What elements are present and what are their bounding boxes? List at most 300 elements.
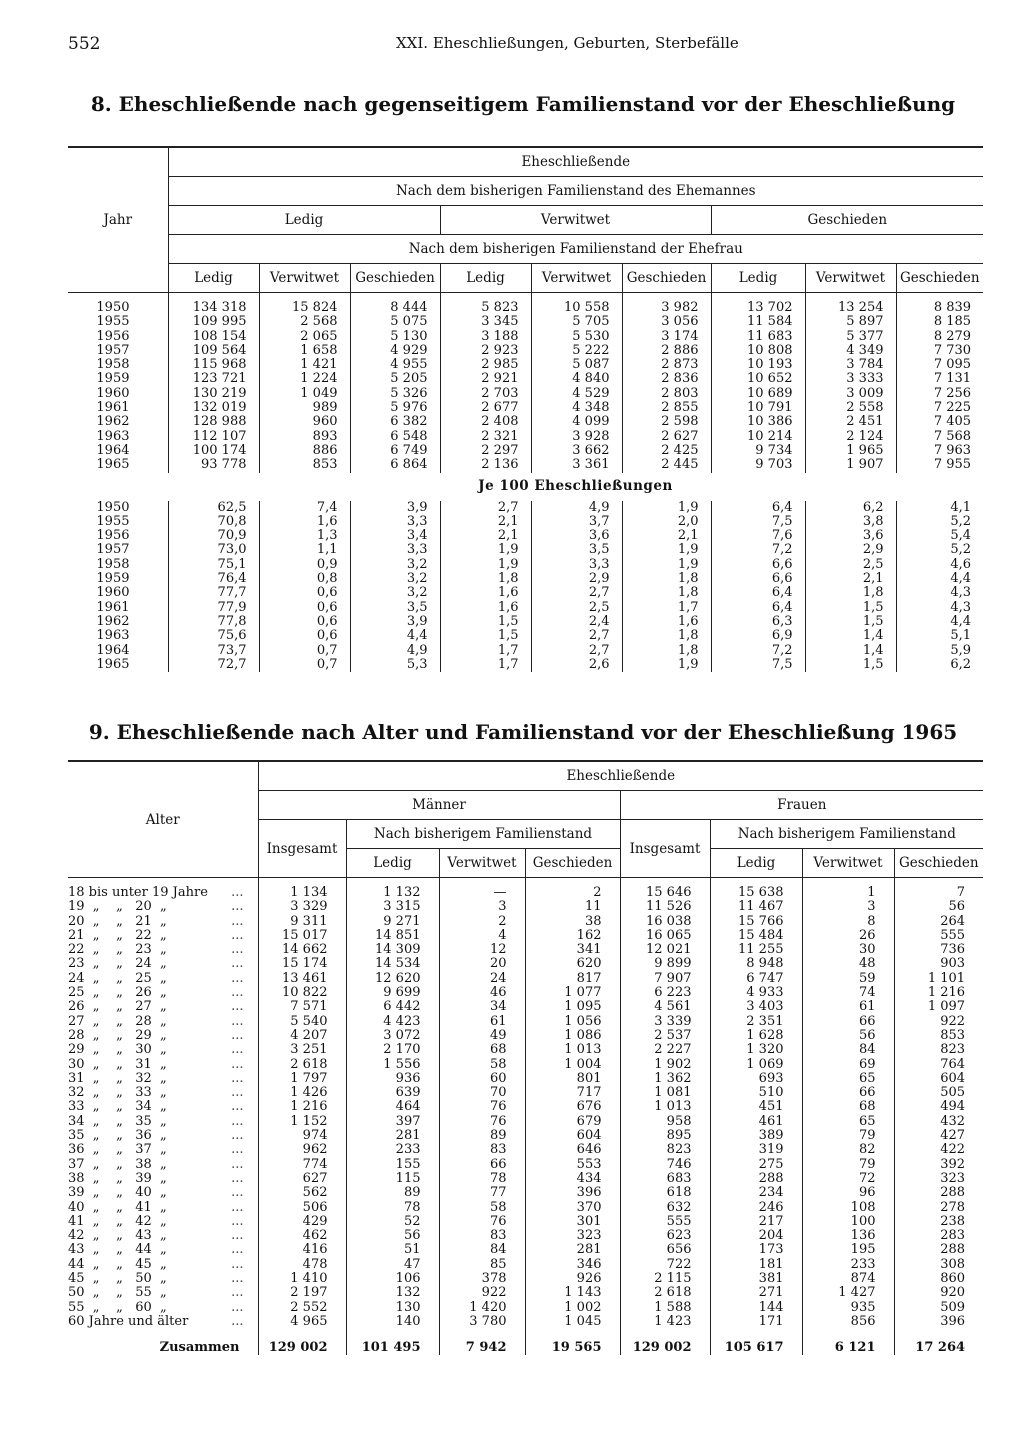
value-cell: 5 075	[350, 315, 440, 329]
value-cell: 632	[620, 1201, 710, 1215]
value-cell: 72,7	[168, 658, 259, 672]
value-cell: 6 864	[350, 458, 440, 472]
value-cell: 341	[525, 943, 620, 957]
value-cell: 1,8	[622, 644, 711, 658]
value-cell: 4,9	[531, 501, 622, 515]
value-cell: 922	[894, 1015, 983, 1029]
year-cell: 1950	[96, 500, 130, 515]
age-cell	[68, 943, 258, 957]
value-cell: 76	[439, 1215, 525, 1229]
value-cell: 1,9	[622, 658, 711, 672]
table-row	[68, 1143, 983, 1157]
age-label: 27 „ „ 28 „	[68, 1014, 167, 1029]
value-cell: 396	[525, 1186, 620, 1200]
value-cell: 4 840	[531, 372, 622, 386]
leader-dots: ...	[231, 1286, 244, 1301]
table-row	[68, 344, 983, 358]
value-cell: 76,4	[168, 572, 259, 586]
value-cell: 478	[258, 1258, 346, 1272]
leader-dots: ...	[231, 1114, 244, 1129]
age-label: 23 „ „ 24 „	[68, 957, 167, 972]
subcol-header: Verwitwet	[259, 264, 350, 293]
value-cell: 3 928	[531, 430, 622, 444]
value-cell: 1 216	[258, 1100, 346, 1114]
value-cell: 1 797	[258, 1072, 346, 1086]
table-row	[68, 1258, 983, 1272]
table-row	[68, 886, 983, 900]
table-row	[68, 1029, 983, 1043]
value-cell: 618	[620, 1186, 710, 1200]
value-cell: 5 540	[258, 1015, 346, 1029]
value-cell: 5 823	[440, 301, 531, 315]
value-cell: 9 271	[346, 915, 439, 929]
table8	[68, 146, 983, 672]
value-cell: 6 382	[350, 415, 440, 429]
value-cell: 381	[710, 1272, 802, 1286]
value-cell: 4,9	[350, 644, 440, 658]
table-row	[68, 1072, 983, 1086]
value-cell: 66	[439, 1158, 525, 1172]
value-cell: 8 444	[350, 301, 440, 315]
value-cell: 65	[802, 1115, 894, 1129]
year-cell: 1958	[96, 557, 130, 572]
value-cell: 8 839	[896, 301, 983, 315]
value-cell: 7 405	[896, 415, 983, 429]
total-row	[68, 1329, 983, 1355]
group-header-ledig: Ledig	[168, 206, 440, 235]
value-cell: 3,7	[531, 515, 622, 529]
page-header	[68, 34, 978, 56]
value-cell: 3	[439, 900, 525, 914]
value-cell: 4,4	[350, 629, 440, 643]
value-cell: 15 824	[259, 301, 350, 315]
value-cell: 47	[346, 1258, 439, 1272]
value-cell: 1,6	[440, 586, 531, 600]
age-cell	[68, 1158, 258, 1172]
value-cell: 4 965	[258, 1315, 346, 1329]
value-cell: 10 652	[711, 372, 805, 386]
subcol-header: Ledig	[440, 264, 531, 293]
leader-dots: ...	[231, 1100, 244, 1115]
value-cell: 2 321	[440, 430, 531, 444]
table-row	[68, 301, 983, 315]
value-cell: 278	[894, 1201, 983, 1215]
value-cell: 397	[346, 1115, 439, 1129]
value-cell: 7,2	[711, 543, 805, 557]
header-eheschliessende: Eheschließende	[258, 761, 983, 791]
value-cell: 2,6	[531, 658, 622, 672]
value-cell: 2 351	[710, 1015, 802, 1029]
value-cell: 58	[439, 1058, 525, 1072]
value-cell: 2 677	[440, 401, 531, 415]
value-cell: 2 297	[440, 444, 531, 458]
value-cell: 51	[346, 1243, 439, 1257]
value-cell: 56	[894, 900, 983, 914]
value-cell: 82	[802, 1143, 894, 1157]
value-cell: 1 421	[259, 358, 350, 372]
year-cell: 1956	[96, 329, 130, 344]
value-cell: 83	[439, 1229, 525, 1243]
value-cell: 5 130	[350, 330, 440, 344]
value-cell: 505	[894, 1086, 983, 1100]
subcol-header: Geschieden	[896, 264, 983, 293]
value-cell: 2 803	[622, 387, 711, 401]
value-cell: 301	[525, 1215, 620, 1229]
value-cell: 1,5	[440, 615, 531, 629]
age-label: 50 „ „ 55 „	[68, 1286, 167, 1301]
value-cell: 15 017	[258, 929, 346, 943]
value-cell: 13 461	[258, 972, 346, 986]
value-cell: 3 251	[258, 1043, 346, 1057]
value-cell: 130	[346, 1301, 439, 1315]
value-cell: 100 174	[168, 444, 259, 458]
age-label: 42 „ „ 43 „	[68, 1229, 167, 1244]
value-cell: 1 069	[710, 1058, 802, 1072]
value-cell: 627	[258, 1172, 346, 1186]
value-cell: 6,9	[711, 629, 805, 643]
relative-section-label: Je 100 Eheschließungen	[478, 478, 673, 495]
value-cell: 1 013	[525, 1043, 620, 1057]
value-cell: 1,8	[805, 586, 896, 600]
value-cell: 1,5	[805, 615, 896, 629]
value-cell: 89	[346, 1186, 439, 1200]
value-cell: 2 408	[440, 415, 531, 429]
value-cell: 7,6	[711, 529, 805, 543]
value-cell: 370	[525, 1201, 620, 1215]
value-cell: 1 013	[620, 1100, 710, 1114]
value-cell: 2,7	[531, 629, 622, 643]
value-cell: 70,9	[168, 529, 259, 543]
col-age-header: Alter	[68, 761, 258, 878]
value-cell: 1,9	[622, 543, 711, 557]
table-row	[68, 1315, 983, 1329]
age-cell	[68, 1258, 258, 1272]
value-cell: 1 077	[525, 986, 620, 1000]
value-cell: 11 526	[620, 900, 710, 914]
value-cell: 59	[802, 972, 894, 986]
value-cell: 1,5	[440, 629, 531, 643]
value-cell: 109 564	[168, 344, 259, 358]
value-cell: 96	[802, 1186, 894, 1200]
value-cell: 4,1	[896, 501, 983, 515]
value-cell: 30	[802, 943, 894, 957]
leader-dots: ...	[231, 986, 244, 1001]
value-cell: 2	[439, 915, 525, 929]
value-cell: 0,6	[259, 615, 350, 629]
value-cell: 15 484	[710, 929, 802, 943]
value-cell: 136	[802, 1229, 894, 1243]
value-cell: 1 216	[894, 986, 983, 1000]
table-row	[68, 629, 983, 643]
leader-dots: ...	[231, 943, 244, 958]
age-cell	[68, 1086, 258, 1100]
value-cell: 1,9	[622, 558, 711, 572]
value-cell: 56	[346, 1229, 439, 1243]
subcol-header: Verwitwet	[805, 264, 896, 293]
value-cell: 683	[620, 1172, 710, 1186]
year-cell: 1960	[96, 386, 130, 401]
table-row	[68, 1286, 983, 1300]
leader-dots: ...	[231, 1300, 244, 1315]
value-cell: 962	[258, 1143, 346, 1157]
value-cell: 2 618	[620, 1286, 710, 1300]
table-row	[68, 330, 983, 344]
age-cell	[68, 1201, 258, 1215]
value-cell: 1,6	[440, 601, 531, 615]
table-row	[68, 515, 983, 529]
age-cell	[68, 1029, 258, 1043]
value-cell: 77,9	[168, 601, 259, 615]
year-cell: 1963	[96, 429, 130, 444]
value-cell: 0,8	[259, 572, 350, 586]
age-cell	[68, 1272, 258, 1286]
table9	[68, 760, 983, 1355]
leader-dots: ...	[231, 1200, 244, 1215]
col-year-header: Jahr	[68, 147, 168, 293]
value-cell: 1 004	[525, 1058, 620, 1072]
age-cell	[68, 986, 258, 1000]
value-cell: 2 923	[440, 344, 531, 358]
value-cell: 1,1	[259, 543, 350, 557]
table-row	[68, 1301, 983, 1315]
value-cell: 464	[346, 1100, 439, 1114]
value-cell: 4,3	[896, 601, 983, 615]
value-cell: 106	[346, 1272, 439, 1286]
subcol-women-ledig: Ledig	[710, 849, 802, 878]
value-cell: 604	[525, 1129, 620, 1143]
leader-dots: ...	[231, 1214, 244, 1229]
value-cell: 283	[894, 1229, 983, 1243]
value-cell: 2 703	[440, 387, 531, 401]
value-cell: 5 976	[350, 401, 440, 415]
value-cell: 15 646	[620, 886, 710, 900]
value-cell: 510	[710, 1086, 802, 1100]
value-cell: 11	[525, 900, 620, 914]
value-cell: 2 425	[622, 444, 711, 458]
value-cell: 893	[259, 430, 350, 444]
value-cell: 6,4	[711, 601, 805, 615]
value-cell: 886	[259, 444, 350, 458]
value-cell: 11 584	[711, 315, 805, 329]
value-cell: 2 115	[620, 1272, 710, 1286]
value-cell: 319	[710, 1143, 802, 1157]
age-cell	[68, 1058, 258, 1072]
value-cell: 1,8	[622, 629, 711, 643]
table-row	[68, 387, 983, 401]
value-cell: 1 002	[525, 1301, 620, 1315]
header-eheschliessende: Eheschließende	[168, 147, 983, 177]
value-cell: 5,3	[350, 658, 440, 672]
value-cell: 422	[894, 1143, 983, 1157]
value-cell: 14 851	[346, 929, 439, 943]
subcol-header: Geschieden	[350, 264, 440, 293]
value-cell: 3 361	[531, 458, 622, 472]
value-cell: 7 907	[620, 972, 710, 986]
value-cell: 10 808	[711, 344, 805, 358]
header-men-nach-familienstand: Nach bisherigem Familienstand	[346, 820, 620, 849]
value-cell: 68	[802, 1100, 894, 1114]
value-cell: 2,4	[531, 615, 622, 629]
table-row	[68, 372, 983, 386]
value-cell: 10 386	[711, 415, 805, 429]
value-cell: 75,1	[168, 558, 259, 572]
age-label: 35 „ „ 36 „	[68, 1129, 167, 1144]
age-cell	[68, 1286, 258, 1300]
spacer-row	[68, 878, 983, 887]
value-cell: 13 254	[805, 301, 896, 315]
table-row	[68, 1229, 983, 1243]
age-cell	[68, 1015, 258, 1029]
value-cell: 134 318	[168, 301, 259, 315]
value-cell: 3 982	[622, 301, 711, 315]
value-cell: 69	[802, 1058, 894, 1072]
value-cell: 6,3	[711, 615, 805, 629]
value-cell: 2	[525, 886, 620, 900]
value-cell: 1,6	[622, 615, 711, 629]
value-cell: 281	[525, 1243, 620, 1257]
value-cell: 58	[439, 1201, 525, 1215]
value-cell: 130 219	[168, 387, 259, 401]
value-cell: 115	[346, 1172, 439, 1186]
value-cell: 764	[894, 1058, 983, 1072]
table-row	[68, 401, 983, 415]
value-cell: 3,5	[350, 601, 440, 615]
value-cell: 1 427	[802, 1286, 894, 1300]
total-cell: 19 565	[525, 1329, 620, 1355]
table-row	[68, 1215, 983, 1229]
value-cell: —	[439, 886, 525, 900]
value-cell: 396	[894, 1315, 983, 1329]
table-row	[68, 1043, 983, 1057]
value-cell: 2 627	[622, 430, 711, 444]
age-cell	[68, 1100, 258, 1114]
value-cell: 676	[525, 1100, 620, 1114]
total-cell: 17 264	[894, 1329, 983, 1355]
value-cell: 506	[258, 1201, 346, 1215]
value-cell: 281	[346, 1129, 439, 1143]
value-cell: 5,4	[896, 529, 983, 543]
value-cell: 9 703	[711, 458, 805, 472]
value-cell: 4 933	[710, 986, 802, 1000]
value-cell: 922	[439, 1286, 525, 1300]
value-cell: 108 154	[168, 330, 259, 344]
value-cell: 24	[439, 972, 525, 986]
value-cell: 48	[802, 957, 894, 971]
value-cell: 7 225	[896, 401, 983, 415]
value-cell: 61	[802, 1000, 894, 1014]
table-row	[68, 315, 983, 329]
leader-dots: ...	[231, 1057, 244, 1072]
value-cell: 926	[525, 1272, 620, 1286]
value-cell: 66	[802, 1015, 894, 1029]
value-cell: 4 423	[346, 1015, 439, 1029]
total-cell: 129 002	[620, 1329, 710, 1355]
value-cell: 62,5	[168, 501, 259, 515]
value-cell: 7,5	[711, 515, 805, 529]
value-cell: 66	[802, 1086, 894, 1100]
value-cell: 233	[346, 1143, 439, 1157]
leader-dots: ...	[231, 957, 244, 972]
value-cell: 434	[525, 1172, 620, 1186]
value-cell: 774	[258, 1158, 346, 1172]
age-cell	[68, 1072, 258, 1086]
value-cell: 494	[894, 1100, 983, 1114]
value-cell: 323	[525, 1229, 620, 1243]
value-cell: 7 256	[896, 387, 983, 401]
value-cell: 2 170	[346, 1043, 439, 1057]
value-cell: 1,8	[440, 572, 531, 586]
year-cell: 1961	[96, 401, 130, 416]
age-label: 45 „ „ 50 „	[68, 1272, 167, 1287]
table-row	[68, 458, 983, 472]
value-cell: 0,7	[259, 658, 350, 672]
value-cell: 920	[894, 1286, 983, 1300]
value-cell: 746	[620, 1158, 710, 1172]
header-women-insgesamt: Insgesamt	[620, 820, 710, 878]
value-cell: 2 227	[620, 1043, 710, 1057]
value-cell: 1 097	[894, 1000, 983, 1014]
value-cell: 3 056	[622, 315, 711, 329]
value-cell: 14 662	[258, 943, 346, 957]
value-cell: 10 822	[258, 986, 346, 1000]
value-cell: 1,7	[622, 601, 711, 615]
value-cell: 84	[439, 1243, 525, 1257]
value-cell: 8 185	[896, 315, 983, 329]
value-cell: 1,9	[440, 558, 531, 572]
value-cell: 2,1	[440, 515, 531, 529]
table-row	[68, 586, 983, 600]
age-cell	[68, 1043, 258, 1057]
table-row	[68, 601, 983, 615]
value-cell: 895	[620, 1129, 710, 1143]
leader-dots: ...	[231, 1143, 244, 1158]
value-cell: 935	[802, 1301, 894, 1315]
value-cell: 958	[620, 1115, 710, 1129]
leader-dots: ...	[231, 1314, 244, 1329]
value-cell: 4 529	[531, 387, 622, 401]
value-cell: 432	[894, 1115, 983, 1129]
value-cell: 2 558	[805, 401, 896, 415]
value-cell: 2,1	[805, 572, 896, 586]
spacer-row	[68, 293, 983, 302]
year-cell: 1962	[96, 415, 130, 430]
value-cell: 2 598	[622, 415, 711, 429]
value-cell: 389	[710, 1129, 802, 1143]
value-cell: 3 009	[805, 387, 896, 401]
value-cell: 6 749	[350, 444, 440, 458]
value-cell: 1 588	[620, 1301, 710, 1315]
leader-dots: ...	[231, 1000, 244, 1015]
value-cell: 2 197	[258, 1286, 346, 1300]
value-cell: 0,9	[259, 558, 350, 572]
value-cell: 4 955	[350, 358, 440, 372]
value-cell: 1 902	[620, 1058, 710, 1072]
value-cell: 308	[894, 1258, 983, 1272]
value-cell: 6,6	[711, 558, 805, 572]
value-cell: 271	[710, 1286, 802, 1300]
age-label: 18 bis unter 19 Jahre	[68, 886, 208, 900]
value-cell: 3,2	[350, 572, 440, 586]
value-cell: 823	[620, 1143, 710, 1157]
value-cell: 346	[525, 1258, 620, 1272]
group-header-verwitwet: Verwitwet	[440, 206, 711, 235]
year-cell: 1950	[96, 301, 130, 315]
year-cell: 1955	[96, 514, 130, 529]
subcol-header: Ledig	[711, 264, 805, 293]
value-cell: 84	[802, 1043, 894, 1057]
value-cell: 1,9	[440, 543, 531, 557]
age-label: 20 „ „ 21 „	[68, 914, 167, 929]
